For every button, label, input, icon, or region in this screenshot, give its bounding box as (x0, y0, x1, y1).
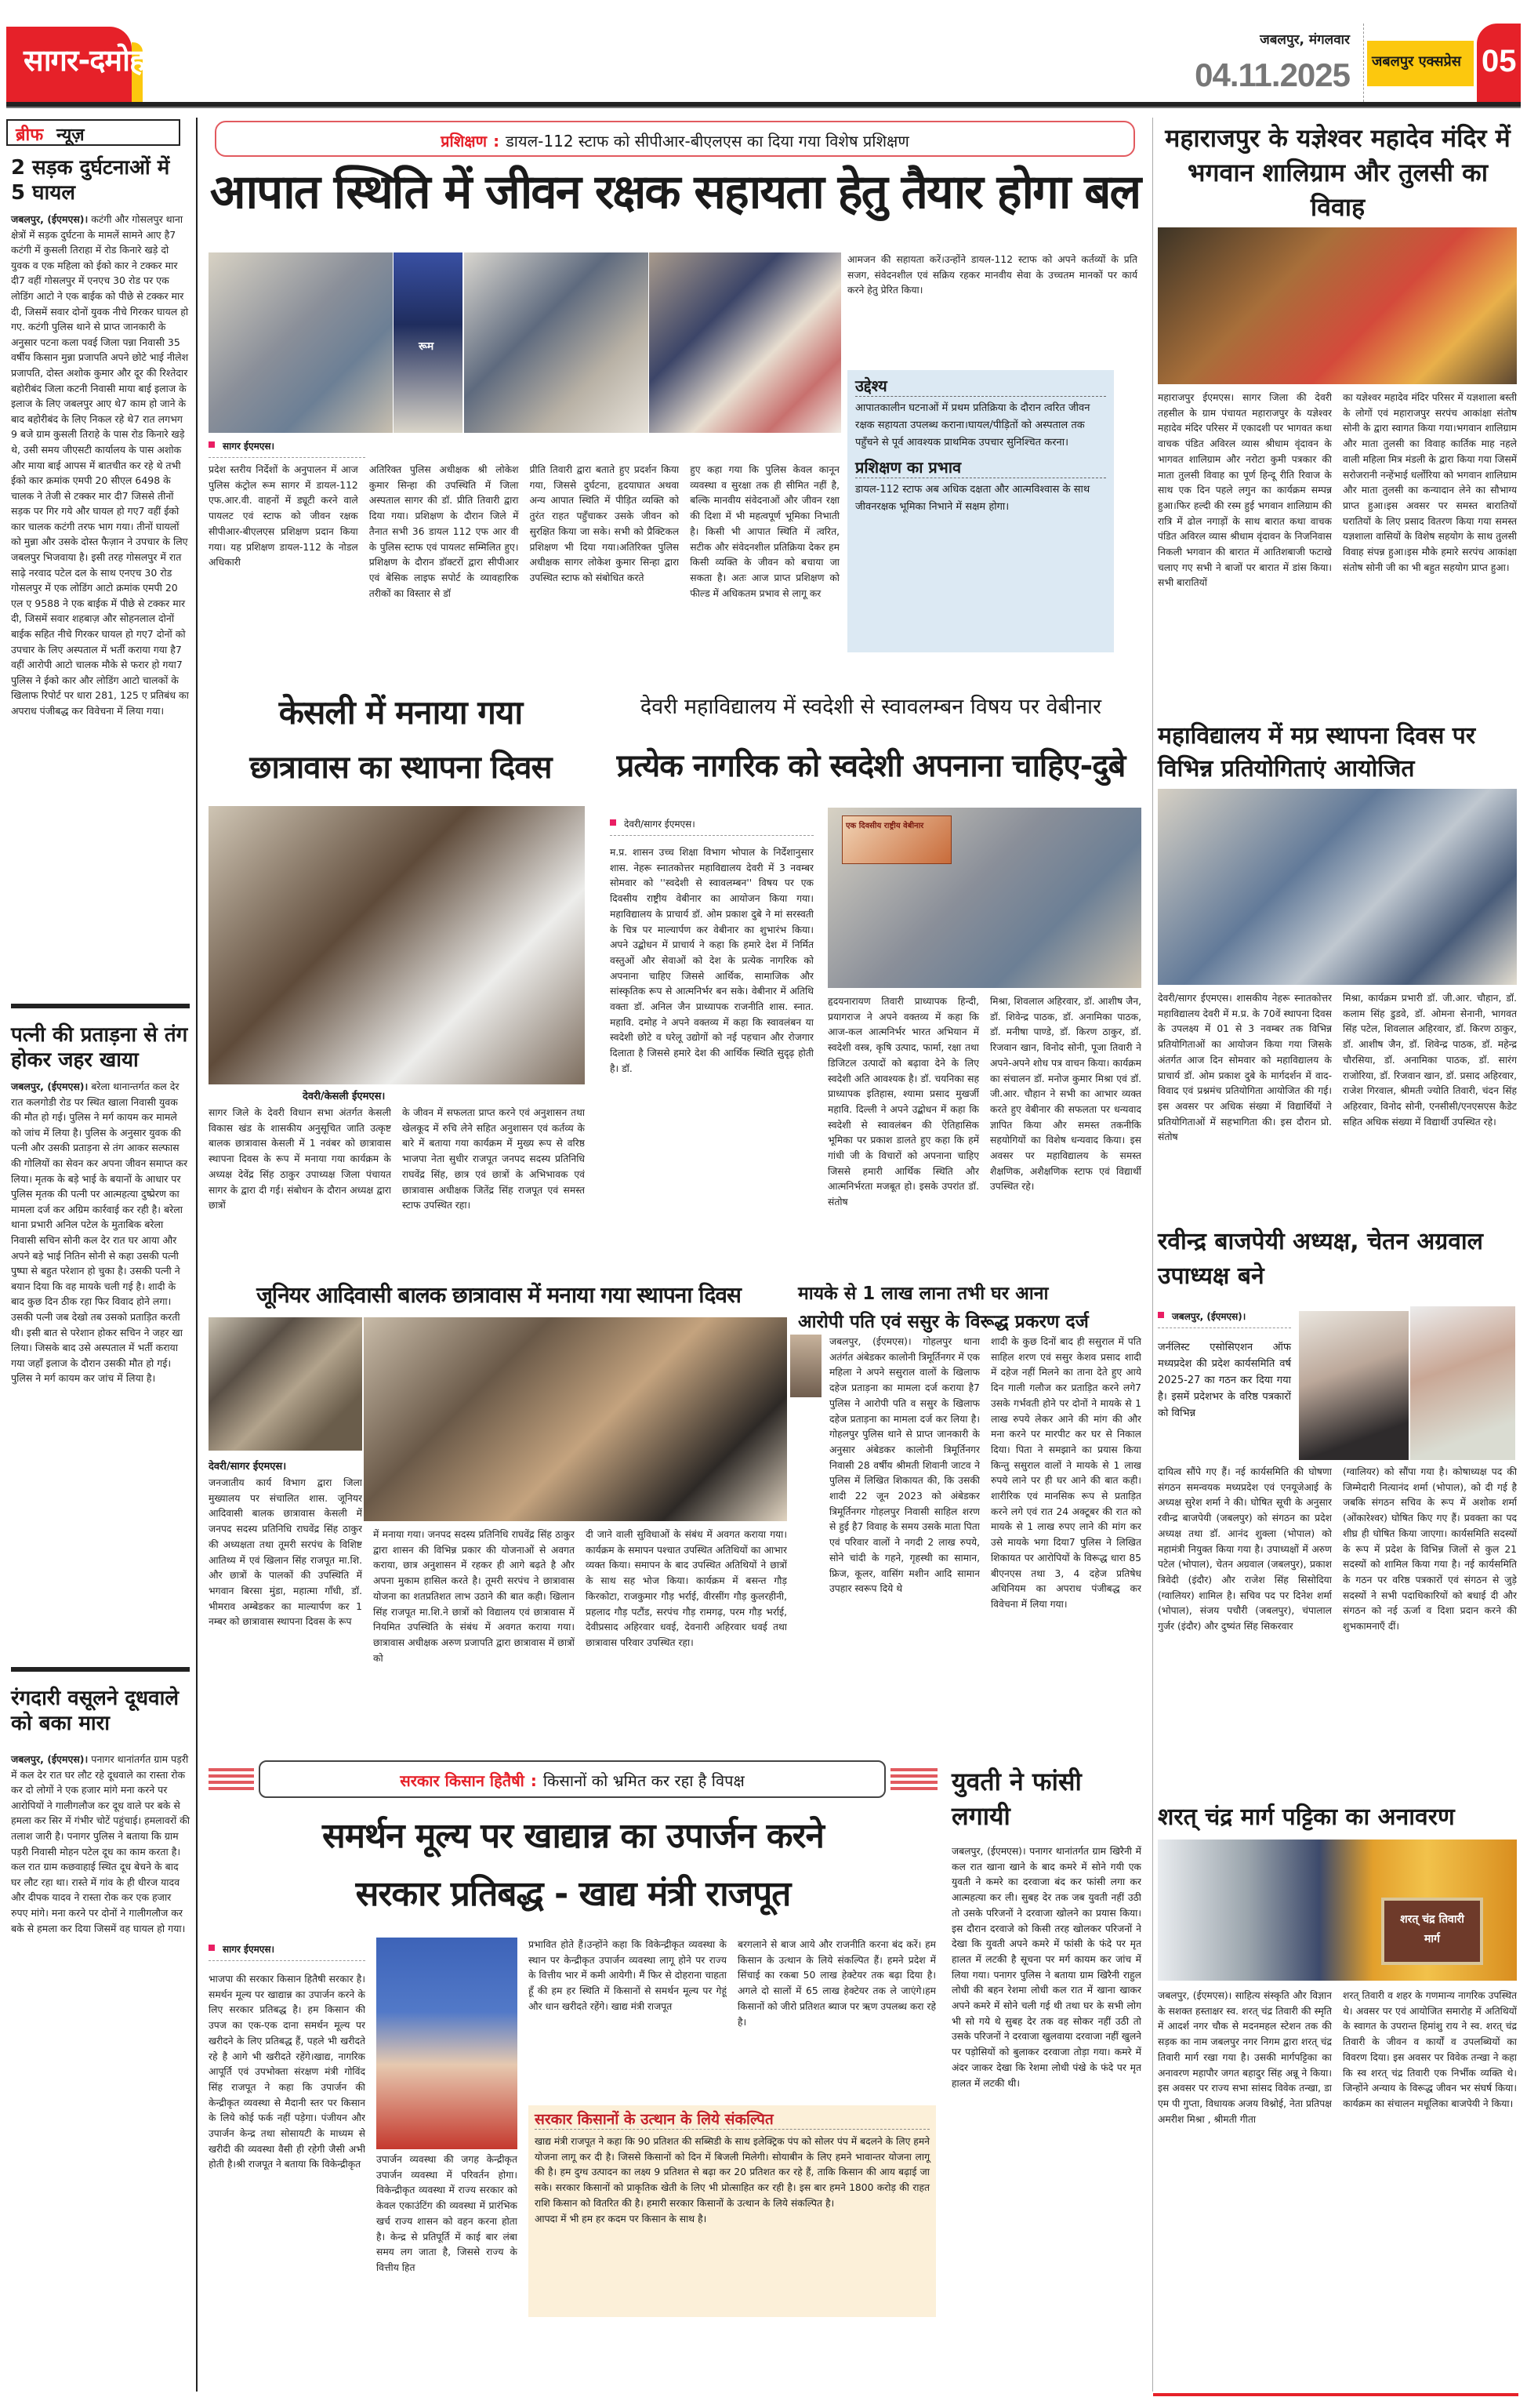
tribal-mess-photo (209, 1317, 362, 1451)
kicker-text: किसानों को भ्रमित कर रहा है विपक्ष (542, 1771, 745, 1790)
kesli-caption: देवरी/केसली ईएमएस। (303, 1091, 386, 1102)
lead-col: प्रदेश स्तरीय निर्देशों के अनुपालन में आज पुलिस कंट्रोल रूम सागर में डायल-112 एफ.आर.वी. वाहनों में ड्यूटी करने वाले पायलट एवं स्टाफ को जीवन रक्षक सीपीआर-बीएलएस प्रशिक्षण प्रदान किया गया। यह प्रशिक्षण डायल-112 के नोडल अधिकारी (209, 464, 358, 568)
subbox-text: आपदा में भी हम हर कदम पर किसान के साथ है। (535, 2213, 707, 2225)
webinar-banner (842, 815, 952, 864)
subbox-text: खाद्य मंत्री राजपूत ने कहा कि 90 प्रतिशत की सब्सिडी के साथ इलेक्ट्रिक पंप को सोलर पंप में बदलने के लिए हमने योजना लागू कर दी है। जिससे किसानों को दिन में बिजली मिलेगी। सोयाबीन के लिए हमने भावान्तर योजना लागू की है। हम दुग्ध उत्पादन का लक्ष्य 9 प्रतिशत से बढ़ा कर 20 प्रतिशत कर रहे हैं, ताकि किसान की आय बढ़ाई जा सके। सरकार किसानों को प्राकृतिक खेती के लिए भी प्रोत्साहित कर रही है। इस बार हमने 1800 करोड़ की राहत राशि किसान को वितरित की है। हमारी सरकार किसानों के उत्थान के लिये संकल्पित है। (535, 2136, 930, 2209)
brief-headline: 2 सड़क दुर्घटनाओं में 5 घायल (11, 156, 170, 205)
journalist-col: दायित्व सौंपे गए हैं। नई कार्यसमिति की घोषणा संगठन समन्वयक मध्यप्रदेश एवं एनयूजेआई के अध्यक्ष सुरेश शर्मा ने की। घोषित सूची के अनुसार रवीन्द्र बाजपेयी (जबलपुर) को संगठन का प्रदेश अध्यक्ष तथा डॉ. आनंद शुक्ला (भोपाल) को महामंत्री नियुक्त किया गया है। उपाध्यक्षों में अरुण पटेल (भोपाल), चेतन अग्रवाल (जबलपुर), प्रकाश त्रिवेदी (इंदौर) और राजेश सिंह सिसोदिया (ग्वालियर) शामिल है। सचिव पद पर दिनेश शर्मा (भोपाल), संजय पचौरी (जबलपुर), चंपालाल गुर्जर (इंदौर) और दुष्यंत सिंह सिकरवार (1158, 1466, 1332, 1633)
journalist-intro: जर्नलिस्ट एसोसिएशन ऑफ मध्यप्रदेश की प्रदेश कार्यसमिति वर्ष 2025-27 का गठन कर दिया गया है। इसमें प्रदेशभर के वरिष्ठ पत्रकारों को विभिन्न (1158, 1342, 1291, 1419)
vice-president-portrait (1410, 1306, 1515, 1460)
section-title: सागर-दमोह-पन्ना (24, 43, 197, 78)
brief-body (11, 212, 190, 719)
lead-col: प्रीति तिवारी द्वारा बताते हुए प्रदर्शन किया गया, जिससे दुर्घटना, हृदयाघात अथवा अन्य आपात स्थिति में पीड़ित व्यक्ति को तुरंत राहत पहुँचाकर उसके जीवन को सुरक्षित किया जा सके। सभी को प्रैक्टिकल प्रशिक्षण भी दिया गया।अतिरिक्त पुलिस अधीक्षक सागर लोकेश कुमार सिन्हा द्वारा उपस्थित स्टाफ को संबोधित करते (529, 464, 680, 583)
farmer-kicker (209, 1760, 938, 1798)
sidebox-heading: प्रशिक्षण का प्रभाव (855, 456, 1106, 478)
tulsi-vivah-photo (1158, 227, 1517, 384)
brief-text: बरेला थानान्तर्गत कल देर रात कलगोडी रोड पर स्थित खाला निवासी युवक की मौत हो गई। पुलिस ने मर्ग कायम कर मामले को जांच में लिया है। पुलिस के अनुसार युवक की पत्नी और उसकी प्रताड़ना से तंग आकर सल्फास की गोलियों का सेवन कर अपना जीवन समाप्त कर लिया। मृतक के बड़े भाई के बयानों के आधार पर पुलिस मृतक की पत्नी पर आत्महत्या दुष्प्रेरण का मामला दर्ज कर अग्रिम कार्रवाई कर रही है। बरेला थाना प्रभारी अनिल पटेल के मुताबिक बरेला निवासी सचिन सोनी कल देर रात घर आया और अपने बड़े भाई नितिन सोनी से कहा उसकी पत्नी पुष्पा से बहुत परेशान हो चुका है। उसकी पत्नी ने बयान दिया कि वह मायके चली गई है। शादी के बाद कुछ दिन ठीक रहा फिर विवाद होने लगा। उसकी पत्नी जब देखो तब उसको प्रताड़ित करती थी। इसी बात से परेशान होकर सचिन ने जहर खा लिया। जिसके बाद उसे अस्पताल में भर्ती कराया गया जहाँ इलाज के दौरान उसकी मौत हो गई। पुलिस ने मर्ग कायम कर जांच में लिया है। (11, 1081, 188, 1385)
journalist-headline: रवीन्द्र बाजपेयी अध्यक्ष, चेतन अग्रवाल उपाध्यक्ष बने (1158, 1228, 1484, 1290)
training-hall-photo (209, 252, 393, 433)
farmer-col: उपार्जन व्यवस्था की जगह केन्द्रीकृत उपार्जन व्यवस्था में परिवर्तन होगा। विकेन्द्रीकृत व्यवस्था में राज्य सरकार को केवल एकाउंटिंग की व्यवस्था में प्रारंभिक खर्च राज्य शासन को वहन करना होता है। केन्द्र से प्रतिपूर्ति में काई बार लंबा समय लग जाता है, जिससे राज्य के वित्तीय हित (376, 2154, 517, 2273)
lead-col: अतिरिक्त पुलिस अधीक्षक श्री लोकेश कुमार सिन्हा की उपस्थिति में जिला अस्पताल सागर की डॉ. प्रीति तिवारी द्वारा दिया गया। प्रशिक्षण के दौरान जिले में तैनात सभी 36 डायल 112 एफ आर वी के पुलिस स्टाफ एवं पायलट सम्मिलित हुए।प्रशिक्षण के दौरान डॉक्टरों द्वारा सीपीआर एवं बेसिक लाइफ सपोर्ट के व्यावहारिक तरीकों का विस्तार से डॉ (368, 464, 519, 599)
lead-byline (209, 439, 365, 464)
brief-story (6, 1013, 196, 1656)
college-col: देवरी/सागर ईएमएस। शासकीय नेहरू स्नातकोत्तर महाविद्यालय देवरी में म.प्र. के 70वें स्थापना दिवस के उपलक्ष्य में 01 से 3 नवम्बर तक विभिन्न प्रतियोगिताओं का आयोजन किया गया जिसके अंतर्गत आज दिन सोमवार को महाविद्यालय के प्राचार्य डॉ. ओम प्रकाश दुबे के मार्गदर्शन में वाद-विवाद एवं प्रश्नमंच प्रतियोगिता आयोजित की गई। इस अवसर पर अधिक संख्या में विद्यार्थियों ने प्रतियोगिताओं में सहभागिता की। इस दौरान प्रो. संतोष (1158, 993, 1332, 1143)
main-column (209, 118, 1141, 2392)
brief-news-label (6, 119, 180, 146)
dowry-photo (790, 1335, 822, 1397)
brief-body (11, 1752, 190, 1936)
lead-col: आमजन की सहायता करें।उन्होंने डायल-112 स्टाफ को अपने कर्तव्यों के प्रति सजग, संवेदनशील एवं सक्रिय रहकर मानवीय सेवा के उच्चतम मानकों पर कार्य करने हेतु प्रेरित किया। (847, 254, 1137, 296)
kesli-story (209, 682, 593, 1270)
stripe-left (209, 1768, 254, 1790)
devri-webinar-story (600, 682, 1141, 1270)
brand-name: जबलपुर एक्सप्रेस (1372, 53, 1461, 70)
kesli-group-photo (209, 806, 585, 1084)
byline: सागर ईएमएस। (209, 1942, 365, 1961)
masthead-separator (1363, 24, 1364, 102)
suicide-body: जबलपुर, (ईएमएस)। पनागर थानांतर्गत ग्राम खिरैनी में कल रात खाना खाने के बाद कमरे में सोने गयी एक युवती ने कमरे का दरवाजा बंद कर फांसी लगा कर आत्महत्या कर ली। सुबह देर तक जब युवती नहीं उठी तो उसके परिजनों ने दरवाजा खोलने का प्रयास किया। इस दौरान दरवाजे को किसी तरह खोलकर परिजनों ने देखा कि युवती अपने कमरे में फांसी के फंदे पर मृत हालत में लटकी है सूचना पर मर्ग कायम कर जांच में लिया गया। पनागर पुलिस ने बताया ग्राम खिरैनी राहुल लोधी की बहन रेशमा लोधी कल रात में खाना खाकर अपने कमरे में सोने चली गई थी तथा घर के सभी लोग भी सो गये थे सुबह देर तक वह सोकर नहीं उठी तो उसके परिजनों ने दरवाजा खुलवाया दरवाजा नहीं खुलने पर पड़ोसियों को बुलाकर दरवाजा तोड़ा गया। कमरे में अंदर जाकर देखा कि रेशमा लोधी पंखे के फंदे पर मृत हालत में लटकी थी। (952, 1846, 1141, 2089)
brief-label-a: ब्रीफ (16, 125, 44, 145)
plaque-sign-line-1: शरत् चंद्र तिवारी (1400, 1913, 1464, 1926)
closing-red-rule (1153, 2393, 1518, 2396)
lead-body-right (847, 252, 1137, 364)
dowry-body (829, 1335, 1141, 1742)
webinar-col: हृदयनारायण तिवारी प्राध्यापक हिन्दी, प्रयागराज ने अपने वक्तव्य में कहा कि आज-कल आत्मनिर्भर भारत अभियान में स्वदेशी वस्त्र, कृषि उत्पाद, फार्मा, रक्षा तथा डिजिटल उत्पादों को बढ़ावा देने के लिए स्वदेशी अति आवश्यक है। डॉ. चयनिका सह प्राध्यापक इतिहास, श्यामा प्रसाद मुखर्जी महावि. दिल्ली ने अपने उद्बोधन में कहा कि स्वदेशी से स्वावलंबन की ऐतिहासिक भूमिका पर प्रकाश डालते हुए कहा कि हमें गांधी जी के विचारों को अपनाना चाहिए जिससे हमारी आर्थिक स्थिति और आत्मनिर्भरता मजबूत हो। इसके उपरांत डॉ. संतोष (828, 996, 979, 1208)
webinar-body (828, 994, 1141, 1253)
brief-body (11, 1079, 190, 1386)
dowry-headline-1: मायके से 1 लाख लाना तभी घर आना (798, 1284, 1049, 1304)
webinar-col: मिश्रा, शिवलाल अहिरवार, डॉ. आशीष जैन, डॉ. शिवेन्द्र पाठक, डॉ. अनामिका पाठक, डॉ. मनीषा पाण्डे, डॉ. किरण ठाकुर, डॉ. रिजवान खान, विनोद सोनी, पूजा तिवारी ने अपने-अपने शोध पत्र वाचन किया। कार्यक्रम का संचालन डॉ. मनोज कुमार मिश्रा एवं डॉ. जी.आर. चौहान ने सभी का आभार व्यक्त करते हुए वेबीनार की सफलता पर धन्यवाद ज्ञापित किया और समस्त तकनीकि सहयोगियों का विशेष धन्यवाद किया। इस अवसर पर महाविद्यालय के समस्त शैक्षणिक, अशैक्षणिक स्टाफ एवं विद्यार्थी उपस्थित रहे। (990, 996, 1141, 1193)
sidebox-text: डायल-112 स्टाफ अब अधिक दक्षता और आत्मविश्वास के साथ जीवनरक्षक भूमिका निभाने में सक्षम होगा। (855, 484, 1090, 513)
lead-story (209, 118, 1141, 674)
sidebox-text: आपातकालीन घटनाओं में प्रथम प्रतिक्रिया के दौरान त्वरित जीवन रक्षक सहायता उपलब्ध कराना।घायल/पीड़ितों को अस्पताल तक पहुँचने से पूर्व आवश्यक प्राथमिक उपचार सुनिश्चित करना। (855, 402, 1090, 449)
divider (11, 1667, 190, 1672)
kesli-headline-2: छात्रावास का स्थापना दिवस (249, 750, 552, 786)
banner-text: एक दिवसीय राष्ट्रीय वेबीनार (846, 822, 924, 830)
kicker-label: सरकार किसान हितैषी (400, 1771, 524, 1790)
college-story (1158, 720, 1518, 1222)
temple-col: महाराजपुर ईएमएस। सागर जिला की देवरी तहसील के ग्राम पंचायत महाराजपुर के यज्ञेश्वर महादेव मंदिर परिसर में एकादशी पर भागवत कथा वाचक पंडित अविरल व्यास श्रीधाम वृंदावन के भागवत शालिग्राम और नरोटा कुमी पत्रकार की माता तुलसी विवाह का पूर्ण हिन्दू रीति रिवाज के साथ एक दिन पहले लगुन का कार्यक्रम सम्पन्न हुआ।फिर हल्दी की रस्म हुई भगवान शालिग्राम की रात्रि में ढोल नगाड़ों के साथ बारात कथा वाचक पंडित अविरल व्यास श्रीधाम वृंदावन के निजनिवास निकली भगवान की बारात में आतिशबाजी फटाखे चलाए गए सभी ने बाजों पर बारात में डांस किया। सभी बारातियों (1158, 392, 1332, 589)
officers-photo (394, 252, 462, 433)
farmer-headline-2: सरकार प्रतिबद्ध - खाद्य मंत्री राजपूत (355, 1874, 791, 1914)
farmer-headline-1: समर्थन मूल्य पर खाद्यान्न का उपार्जन करने (322, 1816, 824, 1856)
webinar-byline-wrap (610, 817, 814, 842)
farmer-story (209, 1760, 938, 2392)
kicker-box: सरकार किसान हितैषी : किसानों को भ्रमित कर रहा है विपक्ष (259, 1760, 886, 1798)
plaque-sign-line-2: मार्ग (1424, 1933, 1440, 1945)
kesli-headline-1: केसली में मनाया गया (278, 693, 523, 732)
dowry-col: जबलपुर, (ईएमएस)। गोहलपुर थाना अतंर्गत अंबेडकर कालोनी त्रिमूर्तिनगर में एक महिला ने अपने ससुराल वालों के खिलाफ दहेज प्रताड़ना का मामला दर्ज कराया है7 पुलिस ने आरोपी पति व ससुर के खिलाफ दहेज प्रताड़ना का मामला दर्ज कर लिया है। गोहलपुर पुलिस थाने से प्राप्त जानकारी के अनुसार अंबेडकर कालोनी त्रिमूर्तिनगर निवासी 28 वर्षीय श्रीमती शिवानी जाटव ने पुलिस में लिखित शिकायत की, कि उसकी शादी 22 जून 2023 को अंबेडकर त्रिमूर्तिनगर गोहलपुर निवासी साहिल शरण से हुई है7 विवाह के समय उसके माता पिता एवं परिवार वालों ने नगदी 2 लाख रुपये, सोने चांदी के गहने, गृहस्थी का सामान, फ्रिज, कूलर, वासिंग मशीन आदि सामान उपहार स्वरूप दिये थे (829, 1336, 980, 1595)
sidebox-heading: उद्देश्य (855, 375, 1106, 397)
tribal-dining-photo (364, 1317, 787, 1521)
farmer-col-3 (528, 1938, 936, 2102)
webinar-col: म.प्र. शासन उच्च शिक्षा विभाग भोपाल के निर्देशानुसार शास. नेहरू स्नातकोत्तर महाविद्यालय देवरी में 3 नवम्बर सोमवार को ''स्वदेशी से स्वावलम्बन'' विषय पर एक दिवसीय राष्ट्रीय वेबीनार का आयोजन किया गया। महाविद्यालय के प्राचार्य डॉ. ओम प्रकाश दुबे ने मां सरस्वती के चित्र पर माल्यार्पण कर वेबीनार का शुभारंभ किया। अपने उद्बोधन में प्राचार्य ने कहा कि हमारे देश में निर्मित वस्तुओं और सेवाओं को देश के प्रत्येक नागरिक को अपनाना चाहिए जिससे आर्थिक, सामाजिक और सांस्कृतिक रूप से आत्मनिर्भर बन सके। वेबीनार में अतिथि वक्ता डॉ. अनिल जैन प्राध्यापक राजनीति शास. स्नात. महावि. दमोह ने अपने वक्तव्य में कहा कि स्वावलंबन या स्वदेशी छोटे व घरेलू उद्योगों को नई पहचान और रोजगार दिलाता है जिससे हमारे देश की आर्थिक स्थिति सुदृढ़ होती है। डॉ. (610, 847, 814, 1074)
dowry-headline-2: आरोपी पति एवं ससुर के विरूद्ध प्रकरण दर्ज (798, 1312, 1089, 1332)
byline: सागर ईएमएस। (209, 439, 365, 458)
journalist-story (1158, 1225, 1518, 1797)
right-column (1152, 118, 1518, 2392)
temple-col: का यज्ञेश्वर महादेव मंदिर परिसर में यज्ञशाला बस्ती के लोगों एवं महाराजपुर सरपंच आकांक्षा संतोष सोनी के द्वारा स्वागत किया गया।भगवान शालिग्राम और माता तुलसी का विवाह कार्तिक माह नहले वाली महिला मित्र मंडली के द्वारा किया गया जिसमें सरोजरानी नन्हेंभाई धर्लोरिया को भगवान शालिग्राम और माता तुलसी का कन्यादान लेने का सौभाग्य प्राप्त हुआ।इस अवसर पर समस्त बारातियों घरातियों के लिए प्रसाद वितरण किया गया समस्त यज्ञशाला वासियों के विशेष सहयोग के साथ तुलसी विवाह संपन्न हुआ।इस मौके हमारे सरपंच आकांक्षा संतोष सोनी जी का भी बहुत सहयोग प्राप्त हुआ। (1343, 392, 1517, 573)
temple-body (1158, 390, 1517, 759)
issue-date: 04.11.2025 (1195, 56, 1350, 93)
suicide-headline: युवती ने फांसी लगायी (952, 1767, 1082, 1831)
college-headline: महाविद्यालय में मप्र स्थापना दिवस पर विभिन्न प्रतियोगिताएं आयोजित (1158, 722, 1476, 783)
plaque-col: शरत् तिवारी व शहर के गणमान्य नागरिक उपस्थित थे। अवसर पर एवं आयोजित समारोह में अतिथियों के स्वागत के उपरान्त हिमांशु राय ने स्व. शरत् चंद्र तिवारी के जीवन व कार्यों व उपलब्धियों का विवरण दिया। इस अवसर पर विवेक तन्खा ने कहा कि स्व शरत् चंद्र तिवारी एक निर्भीक व्यक्ति थे। जिन्होंने अन्याय के विरूद्ध जीवन भर संघर्ष किया। कार्यक्रम का संचालन मधूलिका बाजपेयी ने किया। (1343, 1990, 1517, 2109)
byline: देवरी/सागर ईएमएस। (610, 817, 814, 836)
dateline: जबलपुर, (ईएमएस)। (11, 1753, 89, 1765)
plaque-story (1158, 1800, 1518, 2404)
minister-portrait (376, 1938, 517, 2149)
brand-box (1367, 41, 1474, 86)
dateline: जबलपुर, (ईएमएस)। (11, 1081, 89, 1092)
temple-headline: महाराजपुर के यज्ञेश्वर महादेव मंदिर में भगवान शालिग्राम और तुलसी का विवाह (1165, 123, 1511, 222)
tribal-col: में मनाया गया। जनपद सदस्य प्रतिनिधि राघवेंद्र सिंह ठाकुर द्वारा शासन की विभिन्न प्रकार की योजनाओं से अवगत कराया, छात्र अनुशासन में रहकर ही आगे बढ़ते है और अपना मुकाम हासिल करते है। तूमरी सरपंच ने छात्रावास योजना का शतप्रतिशत लाभ उठाने की बात कही। खिलान सिंह राजपूत मा.शि.ने छात्रों को विद्यालय एवं छात्रावास में नियमित उपस्थिति के संबंध में अवगत कराया गया। छात्रावास अधीक्षक अरुण प्रजापति द्वारा छात्रावास में छात्रों को (373, 1529, 575, 1664)
president-portrait (1299, 1311, 1409, 1460)
brief-story (6, 146, 196, 993)
brief-headline: पत्नी की प्रताड़ना से तंग होकर जहर खाया (11, 1023, 188, 1072)
brief-text: पनागर थानांतर्गत ग्राम पड़री में कल देर रात घर लौट रहे दूधवाले का रास्ता रोक कर दो लोगों ने एक हजार मांगे मना करने पर आरोपियों ने गालीगलौज कर दूध वाले पर बके से हमला कर सिर में गंभीर चोटें पहुंचाई। हमलावरों की तलाश जारी है। पनागर पुलिस ने बताया कि ग्राम पड़री निवासी मोहन पटेल दूध का काम करता है। कल रात ग्राम कछवाहाई स्थित दूध बेचने के बाद घर लौट रहा था। रास्ते में गांव के ही धीरज यादव और दीपक यादव ने रास्ता रोक कर एक हजार रुपए मांगे। मना करने पर दोनों ने गालीगलौज कर बके से हमला कर दिया जिसमें वह घायल हो गया। (11, 1753, 190, 1934)
kesli-body (209, 1106, 585, 1262)
plaque-col: जबलपुर, (ईएमएस)। साहित्य संस्कृति और विज्ञान के सशक्त हस्ताक्षर स्व. शरत् चंद्र तिवारी की स्मृति में आदर्श नगर चौक से मदनमहल स्टेशन तक की सड़क का नाम जबलपुर नगर निगम द्वारा शरत् चंद्र तिवारी मार्ग रखा गया है। उसकी मार्गपट्टिका का अनावरण महापौर जगत बहादुर सिंह अन्नू ने किया। इस अवसर पर राज्य सभा सांसद विवेक तन्खा, डा एम पी गुप्ता, विधायक अजय विश्नोई, नेता प्रतिपक्ष अमरीश मिश्रा , श्रीमती गीता (1158, 1990, 1332, 2125)
kicker-label: प्रशिक्षण (441, 132, 488, 151)
farmer-col: बरगलाने से बाज आये और राजनीति करना बंद करें। हम किसान के उत्थान के लिये संकल्पित हैं। हमने प्रदेश में सिंचाई का रकबा 50 लाख हेक्टेयर तक बढ़ा दिया है। अगले दो सालों में 65 लाख हेक्टेयर तक ले जाएंगे।हम किसानों को जीरो प्रतिशत ब्याज पर ऋण उपलब्ध करा रहे है। (738, 1939, 936, 2028)
plaque-unveiling-photo (1158, 1840, 1517, 1981)
dowry-col: शादी के कुछ दिनों बाद ही ससुराल में पति साहिल शरण एवं ससुर केशव प्रसाद शादी में दहेज नहीं मिलने का ताना देते हुए आये दिन गाली गलौज कर प्रताड़ित करने लगे7 उसके गर्भवती होने पर दोनों ने मायके से 1 लाख रुपये लेकर आने की मांग की और मना करने पर मारपीट कर घर से निकाल दिया। पिता ने समझाने का प्रयास किया किन्तु ससुराल वालों ने मायके से 1 लाख रुपये लाने पर ही घर आने की बात कही। शारीरिक एवं मानसिक रूप से प्रताड़ित करने लगे एवं रात 24 अक्टूबर की रात को मायके से 1 लाख रुपए लाने की मांग कर उसे मायके भगा दिया7 पुलिस ने लिखित शिकायत पर आरोपियों के विरूद्ध धारा 85 बीएनएस तथा 3, 4 दहेज प्रतिषेध अधिनियम का अपराध पंजीबद्ध कर विवेचना में लिया गया। (991, 1336, 1141, 1610)
tribal-body (373, 1527, 787, 1742)
college-students-photo (1158, 789, 1517, 985)
female-doctor-photo (649, 252, 841, 433)
college-body (1158, 991, 1517, 1203)
kicker-text: डायल-112 स्टाफ को सीपीआर-बीएलएस का दिया गया विशेष प्रशिक्षण (506, 132, 909, 151)
webinar-headline: प्रत्येक नागरिक को स्वदेशी अपनाना चाहिए-दुबे (616, 748, 1126, 784)
cpr-demo-photo (464, 252, 648, 433)
brief-label-b: न्यूज़ (56, 125, 85, 145)
brief-news-column (6, 118, 198, 2392)
dateline: जबलपुर, (ईएमएस)। (11, 213, 89, 225)
farmer-col-1 (209, 1972, 365, 2380)
webinar-intro (610, 845, 814, 1245)
masthead-rule (6, 102, 1521, 108)
lead-body (209, 463, 840, 674)
tribal-hostel-story (209, 1275, 789, 1745)
lead-kicker: प्रशिक्षण : डायल-112 स्टाफ को सीपीआर-बीएलएस का दिया गया विशेष प्रशिक्षण (215, 121, 1135, 157)
stripe-right (890, 1768, 938, 1790)
tribal-col: दी जाने वाली सुविधाओं के संबंध में अवगत कराया गया। कार्यक्रम के समापन पश्चात उपस्थित अतिथियों का आभार व्यक्त किया। समापन के बाद उपस्थित अतिथियों ने छात्रों के साथ सह भोज किया। कार्यक्रम में बसन्त गौड़ किरकोटा, राजकुमार गौड़ भर्राई, वीरसींग गौड़ कुलरहीनी, प्रहलाद गौड़ पटौंड, सरपंच गौड़ रामगढ़, परम गौड़ भर्राई, देवीप्रसाद अहिरवार धवई, देवनारी अहिरवार धवई तथा छात्रावास परिवार उपस्थित रहा। (586, 1529, 787, 1648)
dowry-story (798, 1275, 1141, 1745)
tribal-headline: जूनियर आदिवासी बालक छात्रावास में मनाया गया स्थापना दिवस (256, 1282, 741, 1308)
journalist-body (1158, 1465, 1517, 1786)
suicide-story (952, 1764, 1141, 2392)
masthead (6, 24, 1521, 110)
subbox-heading: सरकार किसानों के उत्थान के लिये संकल्पित (535, 2108, 930, 2130)
college-col: मिश्रा, कार्यक्रम प्रभारी डॉ. जी.आर. चौहान, डॉ. कलाम सिंह डुडवे, डॉ. ओमना सेनानी, भागवत सिंह पटेल, शिवलाल अहिरवार, डॉ. किरण ठाकुर, डॉ. आशीष जैन, डॉ. शिवेन्द्र पाठक, डॉ. महेन्द्र चौरसिया, डॉ. अनामिका पाठक, डॉ. सारंग राजोरिया, डॉ. रिजवान खान, डॉ. प्रसाद अहिरवार, राजेश गिरवाल, श्रीमती ज्योति तिवारी, चंदन सिंह अहिरवार, विनोद सोनी, एनसीसी/एनएसएस कैडेट सहित अधिक संख्या में विद्यार्थी उपस्थित रहे। (1343, 993, 1517, 1128)
city-day: जबलपुर, मंगलवार (1260, 32, 1350, 48)
temple-story (1158, 121, 1518, 717)
lead-col: हुए कहा गया कि पुलिस केवल कानून व्यवस्था व सुरक्षा तक ही सीमित नहीं है, बल्कि मानवीय संवेदनाओं और जीवन रक्षा की दिशा में भी महत्वपूर्ण भूमिका निभाती है। किसी भी आपात स्थिति में त्वरित, सटीक और संवेदनशील प्रतिक्रिया देकर हम किसी व्यक्ति के जीवन को बचाया जा सकता है। अतः आज प्राप्त प्रशिक्षण को फील्ड में अधिकतम प्रभाव से लागू कर (690, 464, 840, 599)
brief-text: कटंगी और गोसलपुर थाना क्षेत्रों में सड़क दुर्घटना के मामलें सामने आए है7 कटंगी में कुसली तिराहा में रोड किनारे खड़े दो युवक व एक महिला को ईको कार ने टक्कर मार दी7 वहीं गोसलपुर में एनएच 30 रोड पर एक लोडिंग आटो ने एक बाईक को पीछे से टक्कर मार दी, जिसमें सवार दोनों युवक नीचे गिरकर घायल हो गए. कटंगी पुलिस थाने से प्राप्त जानकारी के अनुसार पटना कला पवई जिला पन्ना निवासी 35 वर्षीय किसान मुन्ना प्रजापति अपने छोटे भाई नीलेश प्रजापति, दोस्त अशोक कुमार और दूर की रिश्तेदार बहोरीबंद जिला कटनी निवासी माया बाई इलाज के इलाज के लिए जबलपुर आए थे7 काम हो जाने के बाद बहोरीबंद के लिए निकल रहे थे7 रात लगभग 9 बजे ग्राम कुसली तिराहे के पास रोड किनारे खड़े थे, उसी समय जीएसटी कार्यालय के पास अशोक और माया बाई आपस में बातचीत कर रहे थे तभी ईको कार क्रमांक एमपी 20 सीएल 6498 के चालक ने तेजी से टक्कर मार दी7 जिससे तीनों सड़क पर गिर गये और घायल हो गए7 वहीं ईको कार चालक कटंगी तरफ भाग गया। तीनों घायलों को मुन्ना और उसके दोस्त फैज़ान ने उपचार के लिए जबलपुर भिजवाया है। इसी तरह गोसलपुर में रात साढ़े नरवाद पटेल दल के साथ एनएच 30 रोड गोसलपुर में एक लोडिंग आटो क्रमांक एमपी 20 एल ए 9588 ने एक बाईक में पीछे से टक्कर मार दी, जिसमें सवार शहबाज़ और सोहनलाल दोनों बाईक सहित नीचे गिरकर घायल हो गए7 दोनों को उपचार के लिए अस्पताल में भर्ती कराया गया है7 वहीं आरोपी आटो चालक मौके से फरार हो गया7 पुलिस ने ईको कार और लोडिंग आटो चालकों के खिलाफ रिपोर्ट पर धारा 281, 125 ए प्रतिबंध का अपराध पंजीबद्ध कर विवेचना में लिया गया। (11, 213, 189, 717)
divider (11, 1004, 190, 1008)
farmer-col: भाजपा की सरकार किसान हितैषी सरकार है। समर्थन मूल्य पर खाद्यान्न का उपार्जन करने के लिए सरकार प्रतिबद्ध है। हम किसान की उपज का एक-एक दाना समर्थन मूल्य पर खरीदने के लिए प्रतिबद्ध हैं, पहले भी खरीदते रहे है आगे भी खरीदते रहेंगे।खाद्य, नागरिक आपूर्ति एवं उपभोक्ता संरक्षण मंत्री गोविंद सिंह राजपूत ने कहा कि उपार्जन की केन्द्रीकृत व्यवस्था से मैदानी स्तर पर किसान के लिये कोई फर्क नहीं पड़ेगा। पंजीयन और उपार्जन केन्द्र तथा सोसायटी के माध्यम से खरीदी की व्यवस्था वैसी ही रहेगी जैसी अभी होती है।श्री राजपूत ने बताया कि विकेन्द्रीकृत (209, 1974, 365, 2170)
plaque-headline: शरत् चंद्र मार्ग पट्टिका का अनावरण (1158, 1803, 1455, 1831)
objective-sidebox (847, 370, 1114, 652)
brief-headline: रंगदारी वसूलने दूधवाले को बका मारा (11, 1687, 179, 1735)
tribal-caption: देवरी/सागर ईएमएस। (209, 1461, 287, 1473)
webinar-photo (828, 808, 1141, 988)
webinar-kicker: देवरी महाविद्यालय में स्वदेशी से स्वावलम्बन विषय पर वेबीनार (640, 695, 1102, 719)
farmer-col: प्रभावित होते हैं।उन्होंने कहा कि विकेन्द्रीकृत व्यवस्था के स्थान पर केन्द्रीकृत उपार्जन व्यवस्था लागू होने पर राज्य के वित्तीय भार में कमी आयेगी। मैं फिर से दोहराना चाहता हूँ की हम हर स्थिति में किसानों से समर्थन मूल्य पर गेहूं और धान खरीदते रहेंगे। खाद्य मंत्री राजपूत (528, 1939, 727, 2012)
journalist-col: (ग्वालियर) को सौंपा गया है। कोषाध्यक्ष पद की जिम्मेदारी नित्यानंद शर्मा (भोपाल), को दी गई है जबकि संगठन सचिव के रूप में अशोक शर्मा (ओंकारेश्वर) घोषित किए गए हैं। प्रवक्ता का पद शीघ्र ही घोषित किया जाएगा। कार्यसमिति सदस्यों के रूप में प्रदेश के विभिन्न जिलों से कुल 21 सदस्यों को शामिल किया गया है। नई कार्यसमिति के गठन पर वरिष्ठ पत्रकारों एवं संगठन से जुड़े सदस्यों ने सभी पदाधिकारियों को बधाई दी और संगठन को नई ऊर्जा व दिशा प्रदान करने की शुभकामनाएँ दीं। (1343, 1466, 1517, 1633)
farmer-col-2 (376, 2152, 517, 2317)
byline: जबलपुर, (ईएमएस)। (1158, 1309, 1291, 1328)
tribal-col: जनजातीय कार्य विभाग द्वारा जिला मुख्यालय पर संचालित शास. जूनियर आदिवासी बालक छात्रावास केसली में जनपद सदस्य प्रतिनिधि राघवेंद्र सिंह ठाकुर की अध्यक्षता तथा तूमरी सरपंच के विशिष्ट आतिथ्य में एवं खिलान सिंह राजपूत मा.शि. और छात्रों के पालकों की उपस्थिति में भगवान बिरसा मुंडा, महात्मा गाँधी, डॉ. भीमराव अम्बेडकर का माल्यार्पण कर 1 नम्बर को छात्रावास स्थापना दिवस के रूप (209, 1477, 362, 1628)
kesli-col: सागर जिले के देवरी विधान सभा अंतर्गत केसली विकास खंड के शासकीय अनुसूचित जाति उत्कृष्ट बालक छात्रावास केसली में 1 नवंबर को छात्रावास स्थापना दिवस के रूप में मनाया गया कार्यक्रम के अध्यक्ष देवेंद्र सिंह ठाकुर उपाध्यक्ष जिला पंचायत सागर के द्वारा दी गई। संबोधन के दौरान अध्यक्ष द्वारा छात्रों (209, 1107, 391, 1211)
lead-headline: आपात स्थिति में जीवन रक्षक सहायता हेतु तैयार होगा बल (209, 165, 1141, 220)
brief-story (6, 1676, 196, 2366)
farmer-byline-wrap (209, 1942, 365, 1967)
photo-sign: रूम (419, 340, 434, 353)
farmer-subbox (528, 2105, 936, 2317)
tribal-body-left (209, 1476, 362, 1742)
page-number: 05 (1482, 44, 1517, 78)
page-number-box (1477, 24, 1521, 102)
journalist-byline-wrap (1158, 1309, 1291, 1335)
plaque-body (1158, 1989, 1517, 2381)
kesli-col: के जीवन में सफलता प्राप्त करने एवं अनुशासन तथा खेलकूद में रुचि लेने सहित अनुशासन एवं कर्तव्य के बारे में बताया गया कार्यक्रम में मुख्य रूप से वरिष्ठ भाजपा नेता सुधीर राजपूत जनपद सदस्य प्रतिनिधि राघवेंद्र सिंह, छात्र एवं छात्रों के अभिभावक एवं छात्रावास अधीक्षक जितेंद्र सिंह राजपूत एवं समस्त स्टाफ उपस्थित रहा। (402, 1107, 585, 1211)
plaque-sign (1381, 1898, 1483, 1965)
